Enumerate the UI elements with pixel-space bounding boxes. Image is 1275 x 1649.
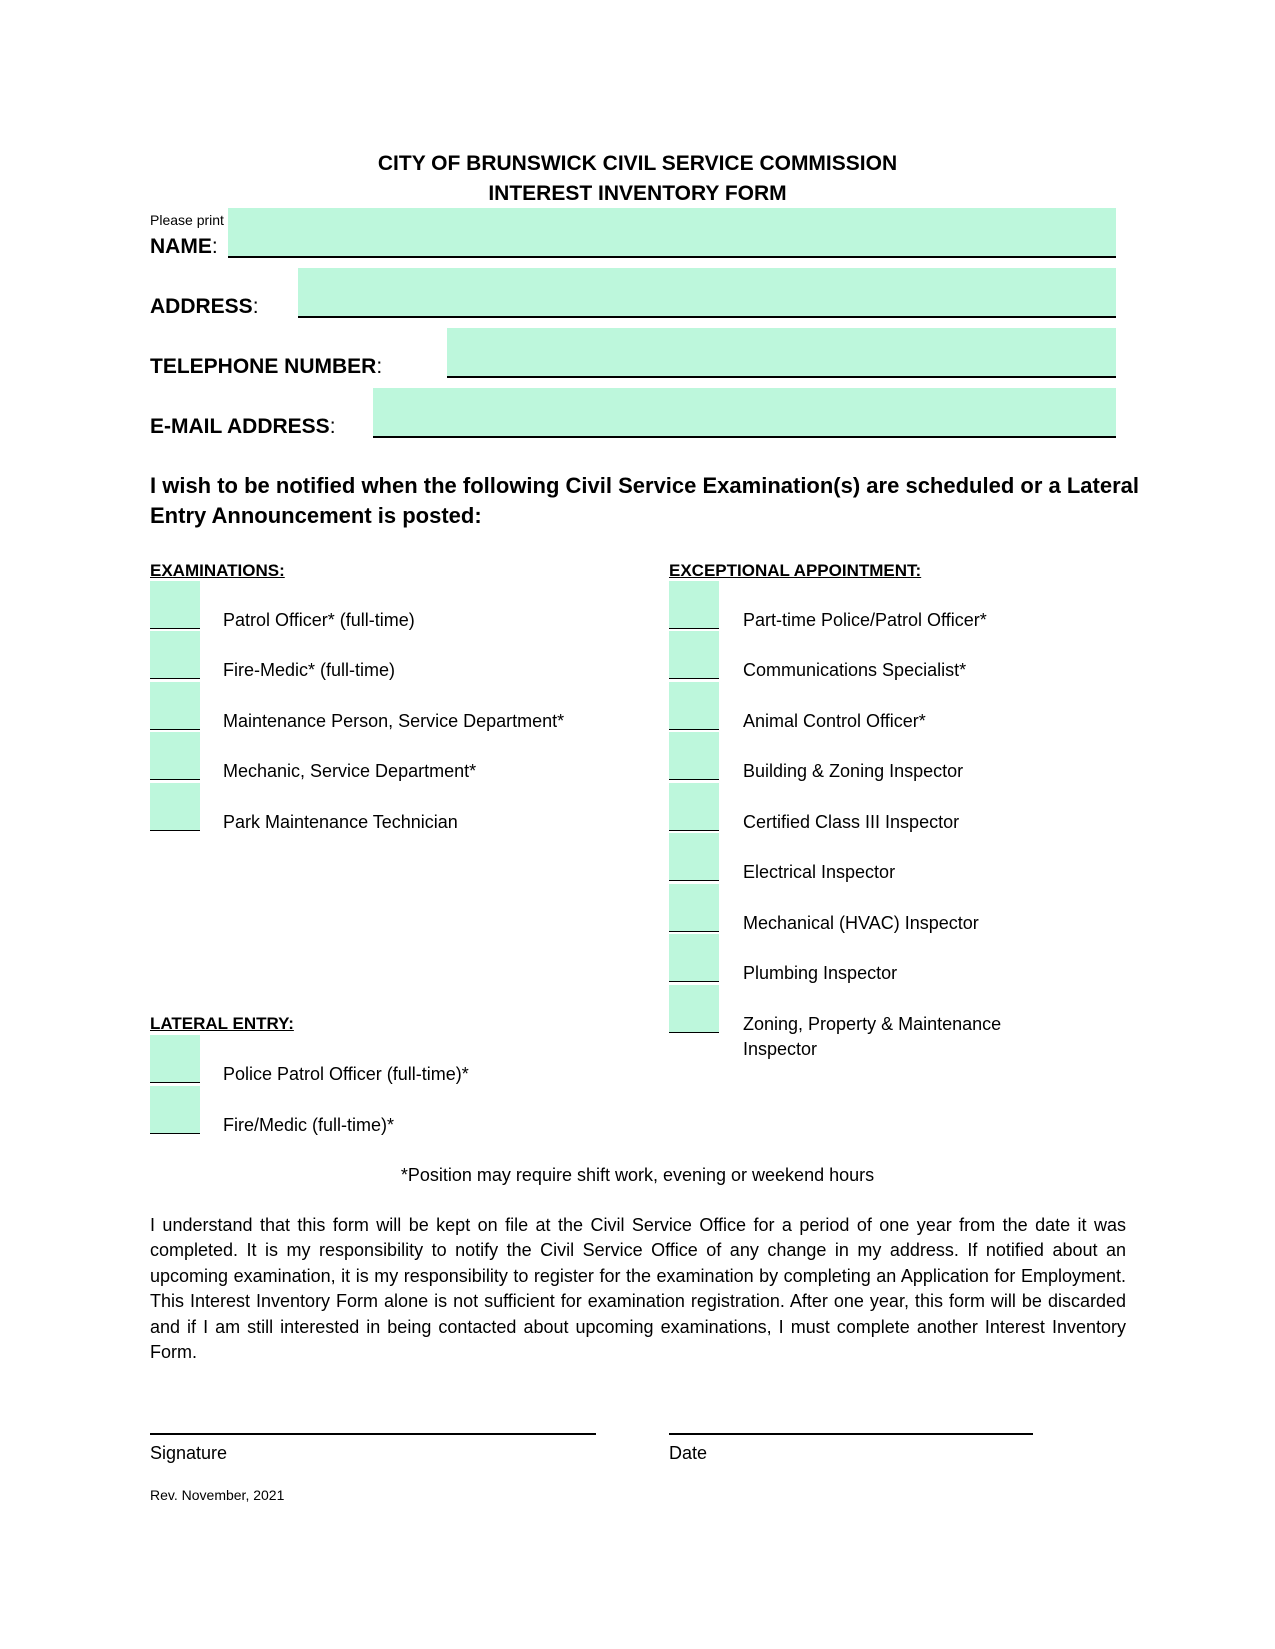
lateral-option-2: Fire/Medic (full-time)* bbox=[223, 1115, 395, 1135]
name-label: NAME: bbox=[150, 235, 218, 258]
shift-work-footnote: *Position may require shift work, evening or weekend hours bbox=[400, 1165, 875, 1185]
checkbox-exam-5[interactable] bbox=[150, 783, 200, 831]
checkbox-exceptional-9[interactable] bbox=[669, 985, 719, 1033]
exceptional-option-9: Zoning, Property & Maintenance bbox=[743, 1014, 1002, 1034]
date-label: Date bbox=[669, 1443, 708, 1463]
exceptional-option-6: Electrical Inspector bbox=[743, 862, 896, 882]
exceptional-appointment-heading: EXCEPTIONAL APPOINTMENT: bbox=[669, 561, 922, 580]
exceptional-option-3: Animal Control Officer* bbox=[743, 711, 926, 731]
checkbox-exam-1[interactable] bbox=[150, 581, 200, 629]
checkbox-exceptional-7[interactable] bbox=[669, 884, 719, 932]
address-field[interactable] bbox=[298, 268, 1116, 318]
checkbox-exceptional-5[interactable] bbox=[669, 783, 719, 831]
address-label: ADDRESS: bbox=[150, 295, 259, 318]
checkbox-exceptional-4[interactable] bbox=[669, 732, 719, 780]
checkbox-lateral-2[interactable] bbox=[150, 1086, 200, 1134]
exceptional-option-1: Part-time Police/Patrol Officer* bbox=[743, 610, 987, 630]
checkbox-exam-3[interactable] bbox=[150, 682, 200, 730]
checkbox-exam-2[interactable] bbox=[150, 631, 200, 679]
signature-label: Signature bbox=[150, 1443, 228, 1463]
acknowledgement-paragraph: I understand that this form will be kept on file at the Civil Service Office for a period of one year from the date it was completed. It is my responsibility to notify the Civil Service Office of any change in my address. If notified about an upcoming examination, it is my responsibility to register for the examination by completing an Application for Employment. This Interest Inventory Form alone is not sufficient for examination registration. After one year, this form will be discarded and if I am still interested in being contacted about upcoming examinations, I must complete another Interest Inventory Form. bbox=[150, 1215, 1126, 1363]
please-print-note: Please print bbox=[150, 212, 224, 228]
exceptional-option-8: Plumbing Inspector bbox=[743, 963, 898, 983]
exam-option-2: Fire-Medic* (full-time) bbox=[223, 660, 396, 680]
exceptional-option-4: Building & Zoning Inspector bbox=[743, 761, 964, 781]
exceptional-option-9-continued: Inspector bbox=[743, 1039, 818, 1059]
checkbox-exceptional-2[interactable] bbox=[669, 631, 719, 679]
checkbox-exceptional-8[interactable] bbox=[669, 934, 719, 982]
email-label: E-MAIL ADDRESS: bbox=[150, 415, 336, 438]
checkbox-lateral-1[interactable] bbox=[150, 1035, 200, 1083]
revision-note: Rev. November, 2021 bbox=[150, 1487, 285, 1503]
checkbox-exam-4[interactable] bbox=[150, 732, 200, 780]
email-field[interactable] bbox=[373, 388, 1116, 438]
form-title-line1: CITY OF BRUNSWICK CIVIL SERVICE COMMISSION bbox=[377, 152, 898, 175]
telephone-label: TELEPHONE NUMBER: bbox=[150, 355, 383, 378]
name-field[interactable] bbox=[228, 208, 1116, 258]
exceptional-option-7: Mechanical (HVAC) Inspector bbox=[743, 913, 979, 933]
lateral-entry-heading: LATERAL ENTRY: bbox=[150, 1014, 294, 1033]
date-line[interactable] bbox=[669, 1433, 1033, 1435]
exam-option-4: Mechanic, Service Department* bbox=[223, 761, 477, 781]
checkbox-exceptional-6[interactable] bbox=[669, 833, 719, 881]
examinations-heading: EXAMINATIONS: bbox=[150, 561, 285, 580]
lateral-option-1: Police Patrol Officer (full-time)* bbox=[223, 1064, 469, 1084]
exam-option-5: Park Maintenance Technician bbox=[223, 812, 458, 832]
exam-option-3: Maintenance Person, Service Department* bbox=[223, 711, 565, 731]
telephone-field[interactable] bbox=[447, 328, 1116, 378]
exceptional-option-5: Certified Class III Inspector bbox=[743, 812, 960, 832]
exam-option-1: Patrol Officer* (full-time) bbox=[223, 610, 415, 630]
intro-statement: I wish to be notified when the following Civil Service Examination(s) are scheduled or a Lateral Entry Announcement is posted: bbox=[150, 473, 1139, 528]
signature-line[interactable] bbox=[150, 1433, 596, 1435]
exceptional-option-2: Communications Specialist* bbox=[743, 660, 967, 680]
checkbox-exceptional-1[interactable] bbox=[669, 581, 719, 629]
checkbox-exceptional-3[interactable] bbox=[669, 682, 719, 730]
form-title-line2: INTEREST INVENTORY FORM bbox=[488, 182, 787, 205]
